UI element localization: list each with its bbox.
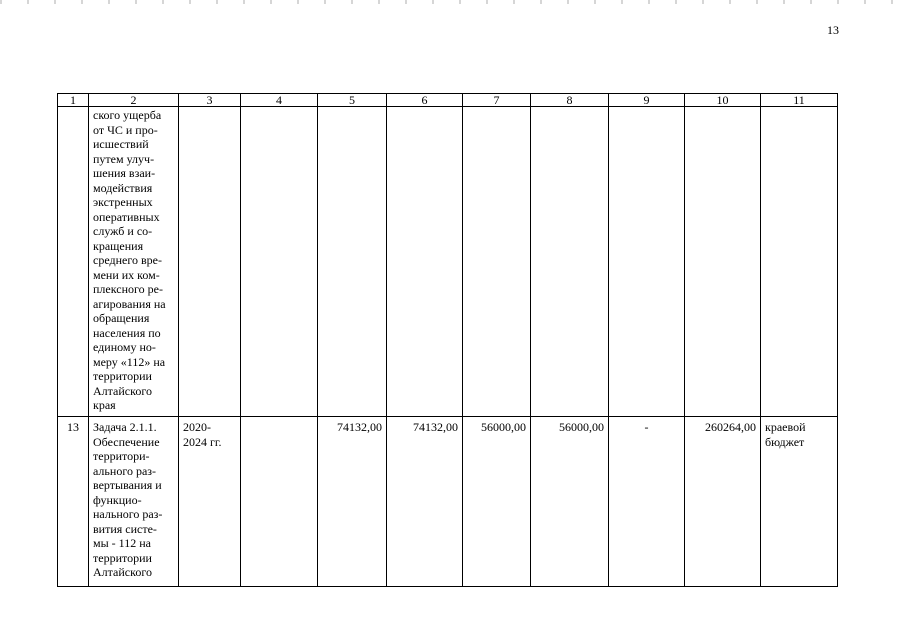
page-number: 13 — [827, 23, 839, 37]
header-cell: 9 — [609, 94, 685, 107]
continued-description-cell: ского ущерба от ЧС и про- исшествий путем улуч- шения взаи- модействия экстренных оперативных служб и со- кращения среднего вре- мени их ком- плексного ре- агирования на обращения населения по единому но- меру «112» на территории Алтайского края — [89, 107, 179, 417]
header-cell: 7 — [463, 94, 531, 107]
table-cell — [241, 417, 318, 587]
header-row — [58, 94, 838, 107]
total-cell: 260264,00 — [685, 417, 761, 587]
funding-source-cell: краевой бюджет — [761, 417, 838, 587]
task-name-cell: Задача 2.1.1. Обеспечение территори- ального раз- вертывания и функцио- нального раз- вития систе- мы - 112 на территории Алтайского — [89, 417, 179, 587]
table-cell — [241, 107, 318, 417]
header-cell: 8 — [531, 94, 609, 107]
value-cell: 74132,00 — [318, 417, 387, 587]
value-cell: - — [609, 417, 685, 587]
table-cell — [387, 107, 463, 417]
table-cell — [318, 107, 387, 417]
table-cell — [531, 107, 609, 417]
table-cell — [685, 107, 761, 417]
table-cell — [179, 107, 241, 417]
header-cell: 11 — [761, 94, 838, 107]
value-cell: 74132,00 — [387, 417, 463, 587]
table-cell — [58, 107, 89, 417]
header-cell: 3 — [179, 94, 241, 107]
header-cell: 4 — [241, 94, 318, 107]
header-cell: 6 — [387, 94, 463, 107]
table-row — [58, 107, 838, 417]
value-cell: 56000,00 — [463, 417, 531, 587]
header-cell: 1 — [58, 94, 89, 107]
value-cell: 56000,00 — [531, 417, 609, 587]
row-number-cell: 13 — [58, 417, 89, 587]
header-cell: 5 — [318, 94, 387, 107]
period-cell: 2020- 2024 гг. — [179, 417, 241, 587]
header-cell: 10 — [685, 94, 761, 107]
table-cell — [609, 107, 685, 417]
header-cell: 2 — [89, 94, 179, 107]
table-cell — [463, 107, 531, 417]
table-row — [58, 417, 838, 587]
table-cell — [761, 107, 838, 417]
scan-artifact-top — [0, 0, 905, 4]
budget-table — [57, 93, 838, 587]
